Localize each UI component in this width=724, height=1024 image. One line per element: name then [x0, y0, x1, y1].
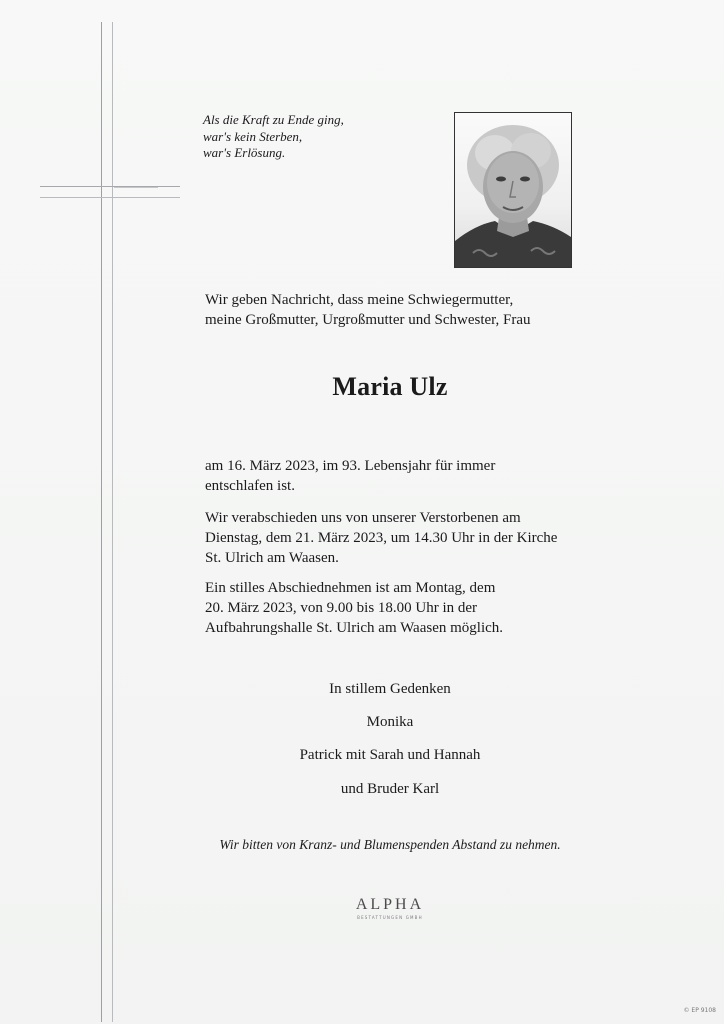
motto-line: war's kein Sterben, — [203, 128, 303, 144]
paragraph-line: Dienstag, dem 21. März 2023, um 14.30 Uhr in der Kirche — [205, 530, 558, 546]
motto-line: Als die Kraft zu Ende ging, — [203, 112, 344, 127]
paragraph-line: 20. März 2023, von 9.00 bis 18.00 Uhr in der — [205, 600, 478, 616]
signer-line: und Bruder Karl — [340, 781, 440, 797]
cross-horizontal-line — [40, 186, 180, 198]
paragraph-line: Ein stilles Abschiednehmen ist am Montag, dem — [205, 580, 496, 596]
paragraph-line: am 16. März 2023, im 93. Lebensjahr für immer — [205, 458, 496, 474]
donation-request: Wir bitten von Kranz- und Blumenspenden Abstand zu nehmen. — [219, 837, 561, 852]
form-code: © EP 9108 — [683, 1007, 716, 1014]
paragraph-line: Wir verabschieden uns von unserer Verstorbenen am — [205, 510, 521, 526]
logo-word: ALPHA — [355, 896, 425, 913]
signers — [205, 679, 575, 799]
motto — [203, 112, 423, 162]
deceased-name: Maria Ulz — [332, 372, 448, 401]
motto-line: war's Erlösung. — [203, 145, 286, 160]
cross-inner-line — [114, 187, 158, 188]
viewing-paragraph — [205, 578, 575, 638]
signer-line: Monika — [366, 714, 414, 730]
notice-line: Wir geben Nachricht, dass meine Schwiegermutter, — [205, 292, 514, 308]
death-paragraph — [205, 456, 575, 496]
notice-paragraph — [205, 290, 575, 330]
logo-subtitle: BESTATTUNGEN GMBH — [357, 915, 423, 920]
portrait-photo — [454, 112, 572, 268]
paragraph-line: entschlafen ist. — [205, 478, 295, 494]
funeral-paragraph — [205, 508, 575, 568]
notice-line: meine Großmutter, Urgroßmutter und Schwester, Frau — [205, 312, 531, 328]
cross-vertical-line — [101, 22, 113, 1022]
funeral-home-logo — [340, 896, 440, 920]
signer-line: In stillem Gedenken — [329, 681, 451, 697]
signer-line: Patrick mit Sarah und Hannah — [299, 747, 481, 763]
paragraph-line: Aufbahrungshalle St. Ulrich am Waasen möglich. — [205, 620, 504, 636]
paragraph-line: St. Ulrich am Waasen. — [205, 550, 339, 566]
